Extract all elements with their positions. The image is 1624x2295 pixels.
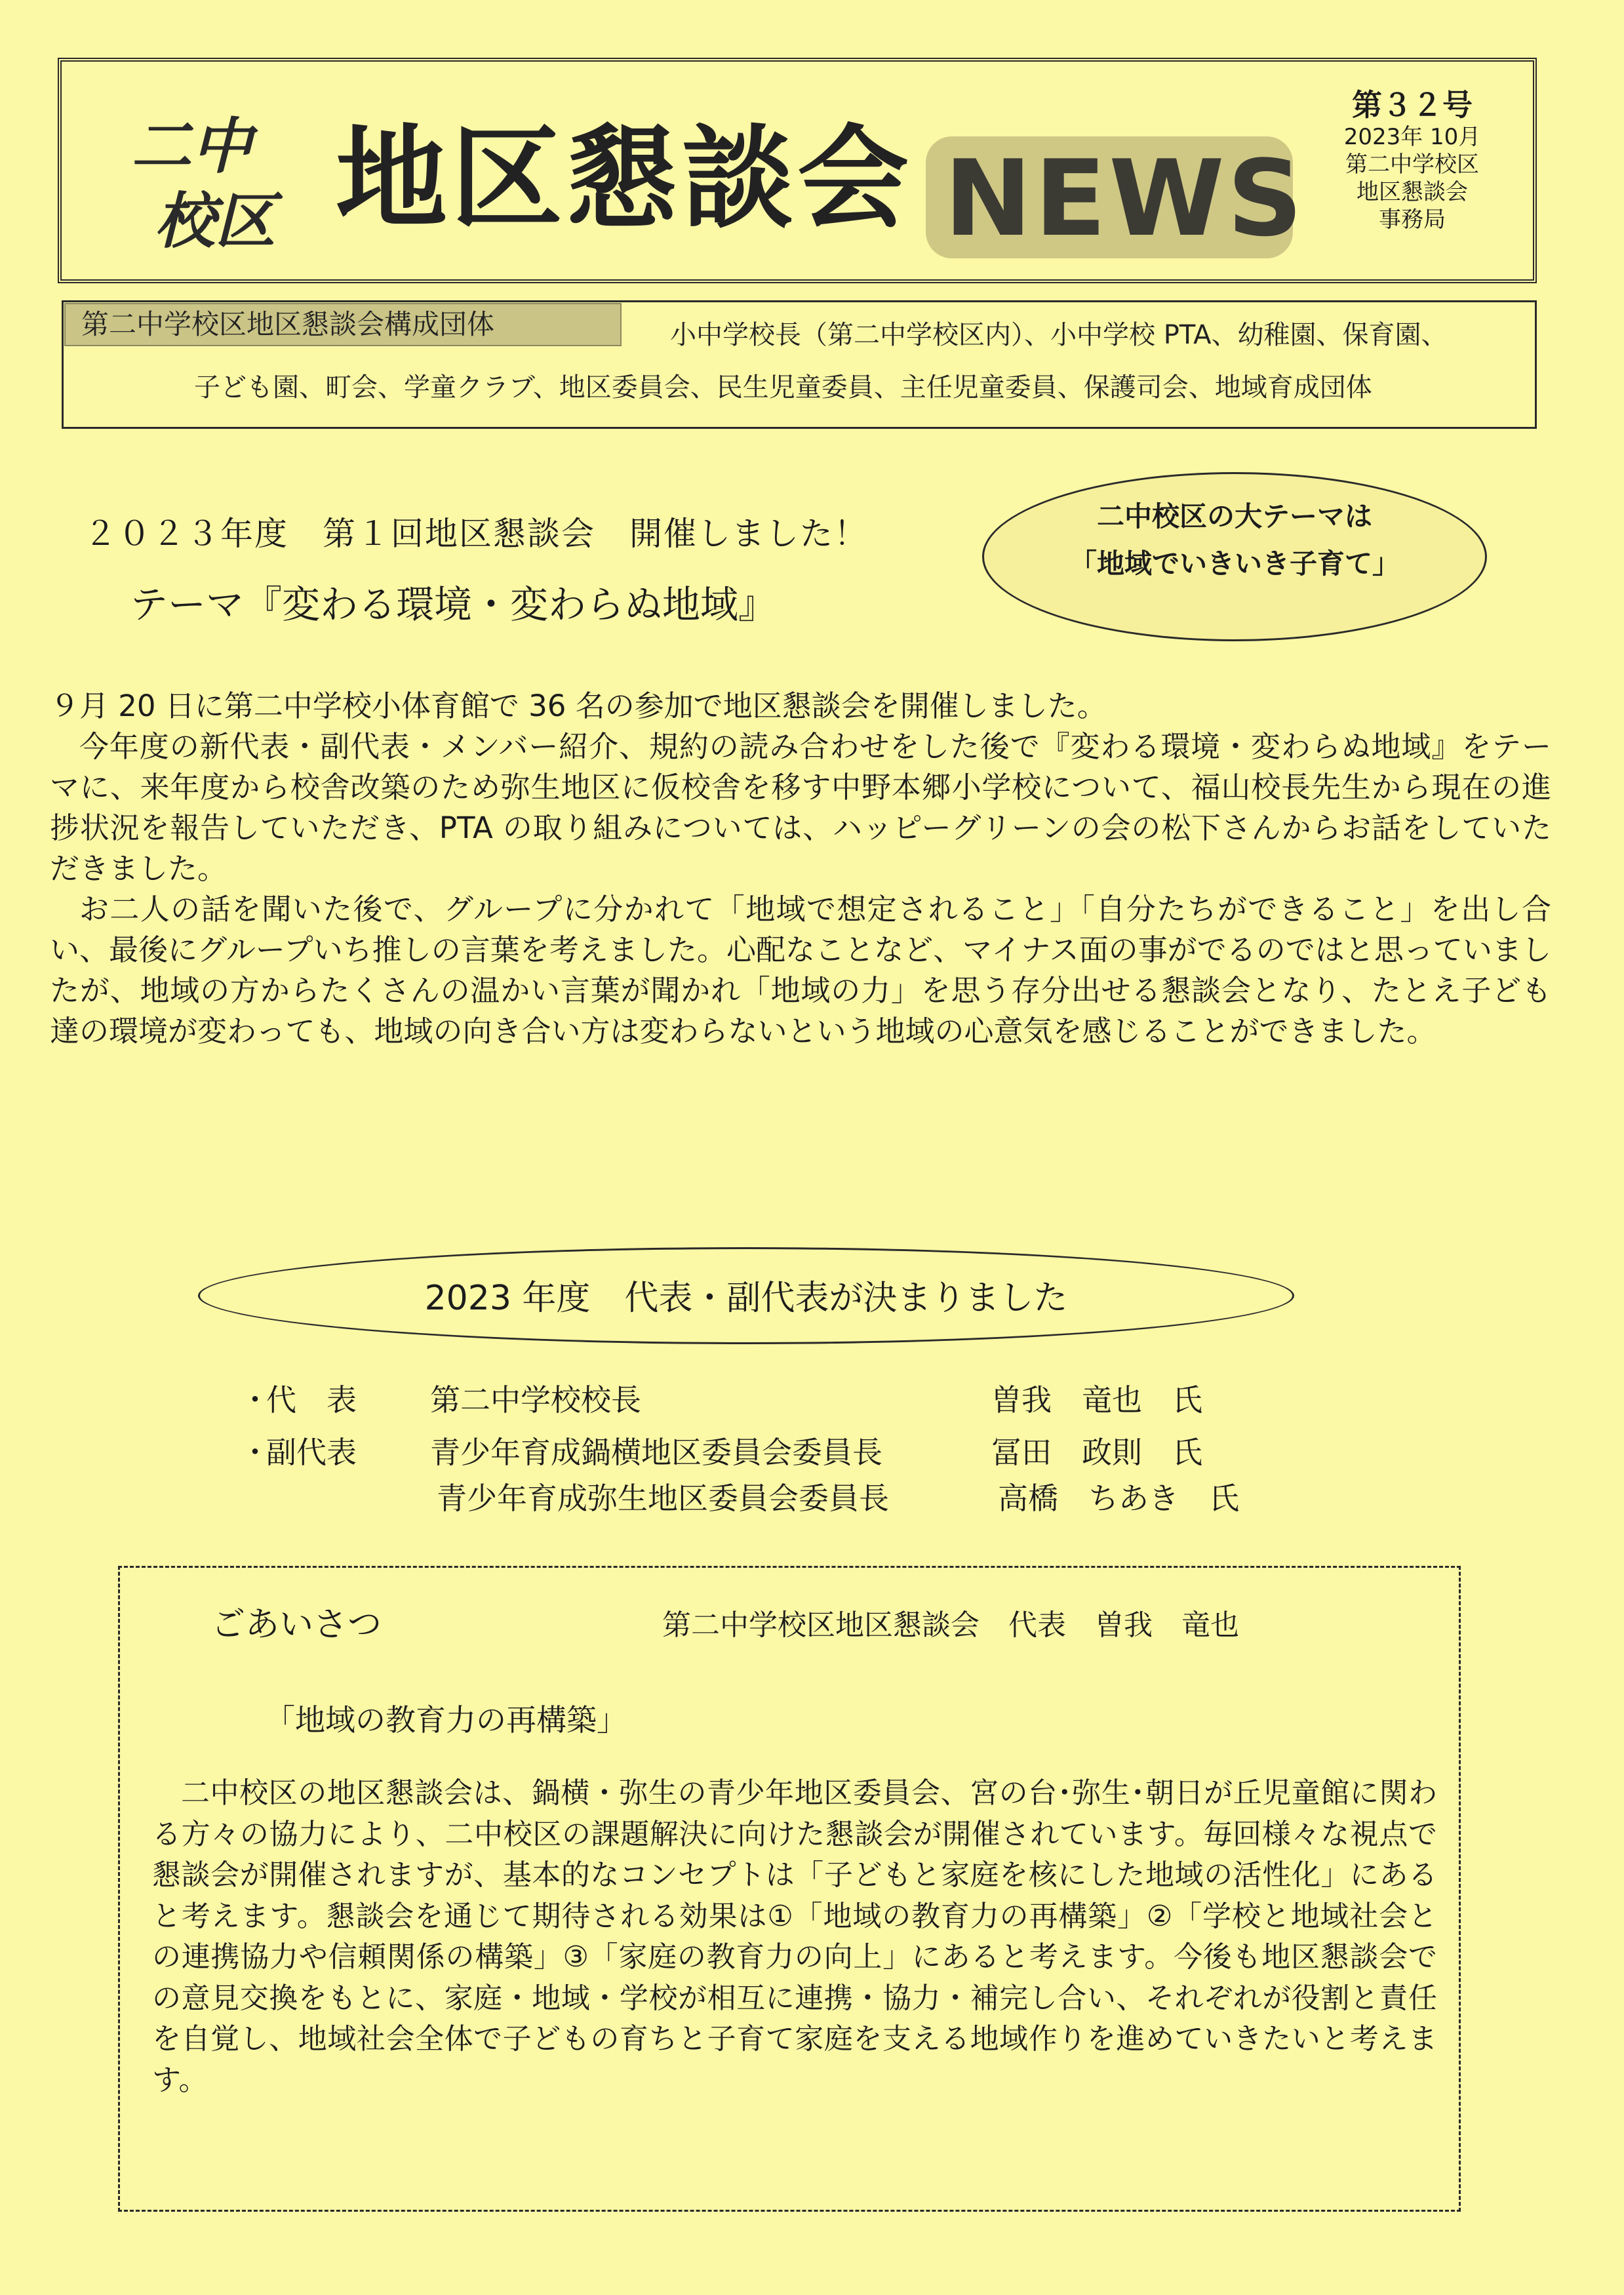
rep-position: 第二中学校校長 bbox=[430, 1382, 641, 1418]
rep-role: 副代表 bbox=[266, 1435, 357, 1470]
representatives-title: 2023 年度 代表・副代表が決まりました bbox=[424, 1279, 1068, 1318]
issue-number: 第３２号 bbox=[1352, 87, 1473, 123]
big-theme-line1: 二中校区の大テーマは bbox=[1096, 500, 1372, 532]
organizations-line2: 子ども園、町会、学童クラブ、地区委員会、民生児童委員、主任児童委員、保護司会、地域育成団体 bbox=[194, 372, 1372, 403]
rep-position: 青少年育成弥生地区委員会委員長 bbox=[437, 1481, 889, 1516]
report-paragraph: 今年度の新代表・副代表・メンバー紹介、規約の読み合わせをした後で『変わる環境・変わらぬ地域』をテーマに、来年度から校舎改築のため弥生地区に仮校舎を移す中野本郷小学校について、福山校長先生から現在の進捗状況を報告していただき、PTA の取り組みについては、ハッピーグリーンの会の松下さんからお話をしていただきました。 bbox=[50, 729, 1551, 886]
news-badge-text: NEWS bbox=[944, 137, 1305, 260]
publisher-line2: 地区懇談会 bbox=[1357, 179, 1468, 205]
rep-role: 代 表 bbox=[266, 1382, 357, 1418]
greeting-body bbox=[152, 1773, 1437, 2101]
report-paragraph: お二人の話を聞いた後で、グループに分かれて「地域で想定されること」「自分たちができること」を出し合い、最後にグループいち推しの言葉を考えました。心配なことなど、マイナス面の事がでるのではと思っていましたが、地域の方からたくさんの温かい言葉が聞かれ「地域の力」を思う存分出せる懇談会となり、たとえ子ども達の環境が変わっても、地域の向き合い方は変わらないという地域の心意気を感じることができました。 bbox=[50, 892, 1551, 1048]
rep-name: 冨田 政則 氏 bbox=[991, 1435, 1202, 1470]
newsletter-title: 地区懇談会 bbox=[336, 114, 913, 244]
greeting-author: 第二中学校区地区懇談会 代表 曽我 竜也 bbox=[662, 1608, 1239, 1642]
rep-name: 曽我 竜也 氏 bbox=[991, 1382, 1202, 1418]
publisher-line3: 事務局 bbox=[1379, 207, 1446, 233]
meeting-headline: ２０２３年度 第１回地区懇談会 開催しました！ bbox=[84, 515, 868, 553]
logo-small-line2: 校区 bbox=[155, 186, 276, 256]
report-paragraph: ９月 20 日に第二中学校小体育館で 36 名の参加で地区懇談会を開催しました。 bbox=[50, 688, 1107, 723]
publisher-line1: 第二中学校区 bbox=[1345, 151, 1479, 178]
issue-info bbox=[1301, 87, 1524, 233]
organizations-line1: 小中学校長（第二中学校区内）、小中学校 PTA、幼稚園、保育園、 bbox=[670, 320, 1448, 350]
rep-bullet: ・ bbox=[240, 1435, 270, 1470]
organizations-title: 第二中学校区地区懇談会構成団体 bbox=[64, 303, 622, 346]
greeting-paragraph: 二中校区の地区懇談会は、鍋横・弥生の青少年地区委員会、宮の台･弥生･朝日が丘児童館に関わる方々の協力により、二中校区の課題解決に向けた懇談会が開催されています。毎回様々な視点で懇談会が開催されますが、基本的なコンセプトは「子どもと家庭を核にした地域の活性化」にあると考えます。懇談会を通じて期待される効果は①「地域の教育力の再構築」②「学校と地域社会との連携協力や信頼関係の構築」③「家庭の教育力の向上」にあると考えます。今後も地区懇談会での意見交換をもとに、家庭・地域・学校が相互に連携・協力・補完し合い、それぞれが役割と責任を自覚し、地域社会全体で子どもの育ちと子育て家庭を支える地域作りを進めていきたいと考えます。 bbox=[152, 1776, 1437, 2097]
meeting-report bbox=[50, 686, 1551, 1052]
meeting-theme: テーマ『変わる環境・変わらぬ地域』 bbox=[130, 582, 777, 627]
greeting-subtitle: 「地域の教育力の再構築」 bbox=[265, 1702, 627, 1738]
greeting-title: ごあいさつ bbox=[211, 1605, 382, 1645]
rep-bullet: ・ bbox=[240, 1382, 270, 1418]
issue-date: 2023年 10月 bbox=[1343, 124, 1481, 150]
logo-small-line1: 二中 bbox=[131, 111, 252, 182]
big-theme-line2: 「地域でいきいき子育て」 bbox=[1069, 548, 1400, 580]
rep-name: 高橋 ちあき 氏 bbox=[998, 1481, 1239, 1516]
rep-position: 青少年育成鍋横地区委員会委員長 bbox=[430, 1435, 882, 1470]
